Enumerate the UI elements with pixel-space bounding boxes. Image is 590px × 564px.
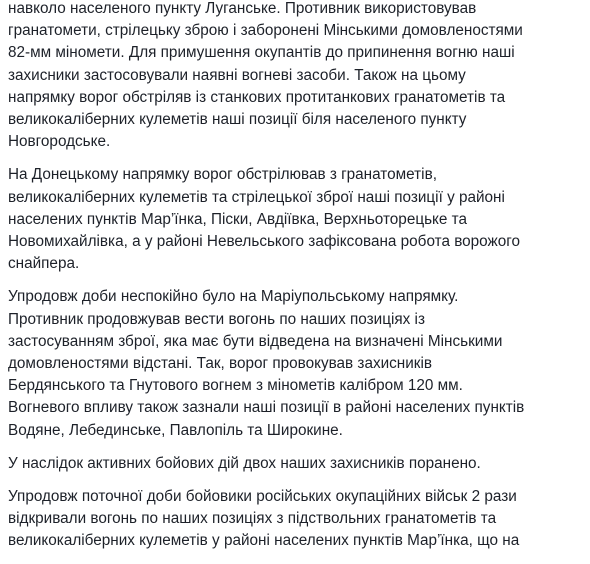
text-line: Противник продовжував вести вогонь по наших позиціях із <box>8 310 425 328</box>
text-line: 82-мм міномети. Для примушення окупантів до припинення вогню наші <box>8 44 515 62</box>
text-line: великокаліберних кулеметів наші позиції біля населеного пункту <box>8 111 467 129</box>
text-line: Упродовж поточної доби бойовики російських окупаційних військ 2 рази <box>8 488 517 506</box>
text-line: снайпера. <box>8 255 80 273</box>
text-line: великокаліберних кулеметів та стрілецької зброї наші позиції у районі <box>8 188 505 206</box>
text-line: навколо населеного пункту Луганське. Противник використовував <box>8 0 477 17</box>
text-line: великокаліберних кулеметів у районі населених пунктів Мар’їнка, що на <box>8 532 520 550</box>
text-line: напрямку ворог обстріляв із станкових протитанкових гранатометів та <box>8 88 506 106</box>
text-line: Новгородське. <box>8 133 111 151</box>
text-line: гранатомети, стрілецьку зброю і заборонені Мінськими домовленостями <box>8 22 523 40</box>
paragraph-5 <box>8 486 586 553</box>
text-line: застосуванням зброї, яка має бути відведена на визначені Мінськими <box>8 332 503 350</box>
text-line: захисники застосовували наявні вогневі засоби. Також на цьому <box>8 66 466 84</box>
text-line: населених пунктів Мар’їнка, Піски, Авдіївка, Верхньоторецьке та <box>8 210 468 228</box>
paragraph-1 <box>8 0 586 153</box>
article-body <box>8 0 586 564</box>
text-line: Упродовж доби неспокійно було на Маріупольському напрямку. <box>8 288 459 306</box>
text-line: відкривали вогонь по наших позиціях з підствольних гранатометів та <box>8 510 497 528</box>
paragraph-2 <box>8 164 586 275</box>
text-line: домовленостями відстані. Так, ворог провокував захисників <box>8 355 433 373</box>
text-line: Новомихайлівка, а у районі Невельського зафіксована робота ворожого <box>8 233 521 251</box>
text-line: Водяне, Лебединське, Павлопіль та Широкине. <box>8 421 343 439</box>
text-line: Вогневого впливу також зазнали наші позиції в районі населених пунктів <box>8 399 525 417</box>
text-line: Бердянського та Гнутового вогнем з мінометів калібром 120 мм. <box>8 377 463 395</box>
text-line: У наслідок активних бойових дій двох наших захисників поранено. <box>8 454 481 472</box>
text-line: На Донецькому напрямку ворог обстрілював з гранатометів, <box>8 166 437 184</box>
paragraph-3 <box>8 286 586 441</box>
paragraph-4 <box>8 453 586 475</box>
